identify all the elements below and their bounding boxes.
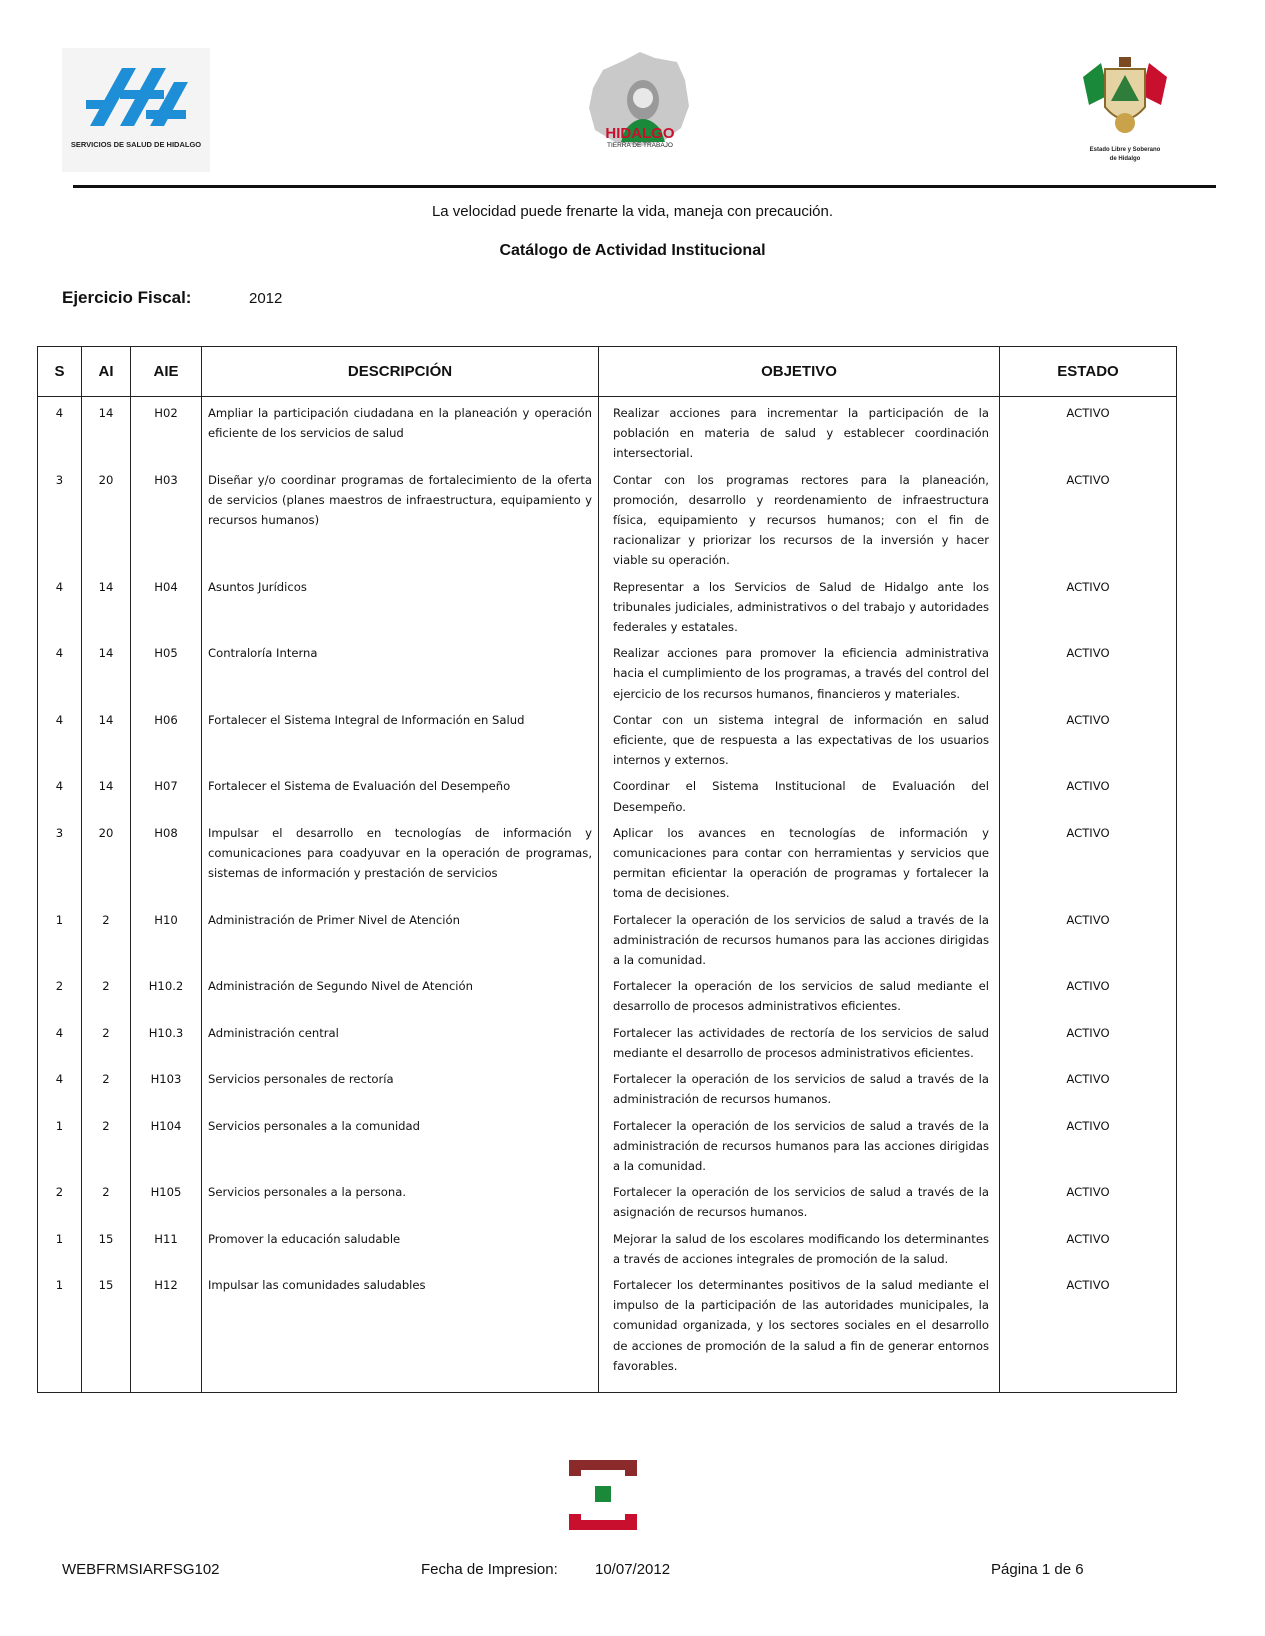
cell-ai: 2 xyxy=(82,1110,131,1177)
table-header-row xyxy=(38,347,1177,397)
cell-aie: H10.3 xyxy=(131,1017,202,1063)
cell-descripcion: Promover la educación saludable xyxy=(202,1223,599,1269)
hidalgo-logo xyxy=(585,50,695,165)
print-date-value: 10/07/2012 xyxy=(595,1561,671,1578)
cell-objetivo: Fortalecer la operación de los servicios de salud a través de la asignación de recursos humanos. xyxy=(599,1176,1000,1222)
cell-descripcion: Servicios personales a la comunidad xyxy=(202,1110,599,1177)
cell-descripcion: Fortalecer el Sistema de Evaluación del Desempeño xyxy=(202,770,599,816)
cell-ai: 20 xyxy=(82,464,131,571)
cell-aie: H05 xyxy=(131,637,202,704)
cell-aie: H103 xyxy=(131,1063,202,1109)
cell-objetivo: Fortalecer la operación de los servicios de salud a través de la administración de recursos humanos. xyxy=(599,1063,1000,1109)
cell-s: 3 xyxy=(38,817,82,904)
footer-emblem xyxy=(565,1460,641,1530)
fiscal-year-label: Ejercicio Fiscal: xyxy=(62,288,192,307)
cell-estado: ACTIVO xyxy=(1000,1176,1177,1222)
cell-ai: 14 xyxy=(82,571,131,638)
cell-objetivo: Mejorar la salud de los escolares modificando los determinantes a través de acciones integrales de promoción de la salud. xyxy=(599,1223,1000,1269)
cell-ai: 2 xyxy=(82,1017,131,1063)
ssh-logo-caption: SERVICIOS DE SALUD DE HIDALGO xyxy=(70,140,202,149)
cell-s: 1 xyxy=(38,904,82,971)
cell-descripcion: Ampliar la participación ciudadana en la planeación y operación eficiente de los servicios de salud xyxy=(202,397,599,464)
form-code: WEBFRMSIARFSG102 xyxy=(62,1561,220,1578)
fiscal-year-value: 2012 xyxy=(249,290,283,307)
cell-aie: H12 xyxy=(131,1269,202,1393)
cell-ai: 2 xyxy=(82,1063,131,1109)
cell-descripcion: Fortalecer el Sistema Integral de Información en Salud xyxy=(202,704,599,771)
cell-descripcion: Impulsar las comunidades saludables xyxy=(202,1269,599,1393)
cell-aie: H10.2 xyxy=(131,970,202,1016)
header-divider xyxy=(73,185,1216,188)
cell-objetivo: Fortalecer la operación de los servicios de salud a través de la administración de recursos humanos para las acciones dirigidas a la comunidad. xyxy=(599,1110,1000,1177)
cell-descripcion: Administración de Segundo Nivel de Atención xyxy=(202,970,599,1016)
ssh-logo xyxy=(62,48,210,172)
cell-descripcion: Administración central xyxy=(202,1017,599,1063)
cell-estado: ACTIVO xyxy=(1000,1110,1177,1177)
cell-aie: H07 xyxy=(131,770,202,816)
table-row xyxy=(38,1063,1177,1109)
table-row xyxy=(38,1110,1177,1177)
cell-aie: H06 xyxy=(131,704,202,771)
table-row xyxy=(38,1223,1177,1269)
table-row xyxy=(38,1269,1177,1393)
cell-estado: ACTIVO xyxy=(1000,464,1177,571)
table-row xyxy=(38,1017,1177,1063)
cell-s: 1 xyxy=(38,1269,82,1393)
cell-ai: 15 xyxy=(82,1223,131,1269)
cell-ai: 14 xyxy=(82,704,131,771)
estado-caption-line1: Estado Libre y Soberano xyxy=(1089,147,1161,153)
header-s: S xyxy=(38,347,82,397)
cell-aie: H105 xyxy=(131,1176,202,1222)
table-row xyxy=(38,970,1177,1016)
cell-ai: 2 xyxy=(82,904,131,971)
footer-emblem-icon xyxy=(565,1460,641,1530)
cell-estado: ACTIVO xyxy=(1000,770,1177,816)
cell-descripcion: Contraloría Interna xyxy=(202,637,599,704)
table-row xyxy=(38,637,1177,704)
cell-aie: H03 xyxy=(131,464,202,571)
cell-aie: H02 xyxy=(131,397,202,464)
table-row xyxy=(38,1176,1177,1222)
cell-estado: ACTIVO xyxy=(1000,817,1177,904)
cell-objetivo: Coordinar el Sistema Institucional de Evaluación del Desempeño. xyxy=(599,770,1000,816)
cell-s: 1 xyxy=(38,1223,82,1269)
cell-descripcion: Diseñar y/o coordinar programas de fortalecimiento de la oferta de servicios (planes maestros de infraestructura, equipamiento y recursos humanos) xyxy=(202,464,599,571)
cell-objetivo: Fortalecer la operación de los servicios de salud mediante el desarrollo de procesos administrativos eficientes. xyxy=(599,970,1000,1016)
cell-aie: H11 xyxy=(131,1223,202,1269)
cell-s: 4 xyxy=(38,770,82,816)
cell-s: 2 xyxy=(38,970,82,1016)
cell-ai: 20 xyxy=(82,817,131,904)
cell-ai: 2 xyxy=(82,970,131,1016)
cell-s: 4 xyxy=(38,1063,82,1109)
table-row xyxy=(38,464,1177,571)
cell-s: 4 xyxy=(38,1017,82,1063)
cell-ai: 15 xyxy=(82,1269,131,1393)
cell-ai: 2 xyxy=(82,1176,131,1222)
cell-objetivo: Contar con los programas rectores para la planeación, promoción, desarrollo y reordenamiento de infraestructura física, equipamiento y recursos humanos; con el fin de racionalizar y priorizar los recursos de la inversión y hacer viable su operación. xyxy=(599,464,1000,571)
cell-s: 3 xyxy=(38,464,82,571)
cell-descripcion: Servicios personales de rectoría xyxy=(202,1063,599,1109)
cell-estado: ACTIVO xyxy=(1000,1063,1177,1109)
cell-estado: ACTIVO xyxy=(1000,571,1177,638)
header-descripcion: DESCRIPCIÓN xyxy=(202,347,599,397)
cell-objetivo: Contar con un sistema integral de información en salud eficiente, que de respuesta a las expectativas de los usuarios internos y externos. xyxy=(599,704,1000,771)
document-title: Catálogo de Actividad Institucional xyxy=(499,242,766,259)
cell-s: 1 xyxy=(38,1110,82,1177)
cell-objetivo: Realizar acciones para promover la eficiencia administrativa hacia el cumplimiento de los programas, a través del control del ejercicio de los recursos humanos, financieros y materiales. xyxy=(599,637,1000,704)
cell-s: 4 xyxy=(38,397,82,464)
hidalgo-logo-subtext: TIERRA DE TRABAJO xyxy=(607,142,673,149)
cell-estado: ACTIVO xyxy=(1000,397,1177,464)
cell-s: 2 xyxy=(38,1176,82,1222)
cell-objetivo: Fortalecer las actividades de rectoría de los servicios de salud mediante el desarrollo de procesos administrativos eficientes. xyxy=(599,1017,1000,1063)
cell-aie: H04 xyxy=(131,571,202,638)
cell-estado: ACTIVO xyxy=(1000,1223,1177,1269)
table-row xyxy=(38,571,1177,638)
cell-objetivo: Fortalecer los determinantes positivos de la salud mediante el impulso de la participación de las autoridades municipales, la comunidad organizada, y los sectores sociales en el desarrollo de acciones de promoción de la salud a fin de generar entornos favorables. xyxy=(599,1269,1000,1393)
cell-ai: 14 xyxy=(82,770,131,816)
cell-s: 4 xyxy=(38,637,82,704)
cell-objetivo: Fortalecer la operación de los servicios de salud a través de la administración de recursos humanos para las acciones dirigidas a la comunidad. xyxy=(599,904,1000,971)
cell-estado: ACTIVO xyxy=(1000,970,1177,1016)
cell-descripcion: Administración de Primer Nivel de Atención xyxy=(202,904,599,971)
cell-estado: ACTIVO xyxy=(1000,637,1177,704)
coat-of-arms-icon xyxy=(1075,55,1175,145)
cell-descripcion: Asuntos Jurídicos xyxy=(202,571,599,638)
hidalgo-logo-text: HIDALGO xyxy=(605,125,675,142)
cell-ai: 14 xyxy=(82,637,131,704)
header-objetivo: OBJETIVO xyxy=(599,347,1000,397)
header-aie: AIE xyxy=(131,347,202,397)
table-row xyxy=(38,817,1177,904)
cell-estado: ACTIVO xyxy=(1000,1017,1177,1063)
cell-objetivo: Representar a los Servicios de Salud de Hidalgo ante los tribunales judiciales, administrativos o del trabajo y autoridades federales y estatales. xyxy=(599,571,1000,638)
cell-descripcion: Impulsar el desarrollo en tecnologías de información y comunicaciones para coadyuvar en la operación de programas, sistemas de información y prestación de servicios xyxy=(202,817,599,904)
cell-aie: H104 xyxy=(131,1110,202,1177)
print-date-label: Fecha de Impresion: xyxy=(421,1561,558,1578)
cell-s: 4 xyxy=(38,704,82,771)
cell-s: 4 xyxy=(38,571,82,638)
table-row xyxy=(38,704,1177,771)
cell-aie: H08 xyxy=(131,817,202,904)
table-row xyxy=(38,770,1177,816)
table-row xyxy=(38,904,1177,971)
header-ai: AI xyxy=(82,347,131,397)
slogan: La velocidad puede frenarte la vida, maneja con precaución. xyxy=(431,203,834,220)
cell-estado: ACTIVO xyxy=(1000,704,1177,771)
page-number: Página 1 de 6 xyxy=(991,1561,1084,1578)
ssh-emblem-icon xyxy=(62,48,210,172)
cell-estado: ACTIVO xyxy=(1000,904,1177,971)
cell-estado: ACTIVO xyxy=(1000,1269,1177,1393)
cell-descripcion: Servicios personales a la persona. xyxy=(202,1176,599,1222)
cell-aie: H10 xyxy=(131,904,202,971)
table-row xyxy=(38,397,1177,464)
header-estado: ESTADO xyxy=(1000,347,1177,397)
cell-ai: 14 xyxy=(82,397,131,464)
estado-hidalgo-coat-of-arms xyxy=(1075,55,1175,170)
cell-objetivo: Aplicar los avances en tecnologías de información y comunicaciones para contar con herramientas y servicios que permitan eficientar la operación de programas y fortalecer la toma de decisiones. xyxy=(599,817,1000,904)
estado-caption-line2: de Hidalgo xyxy=(1109,156,1141,162)
activity-catalog-table xyxy=(37,346,1177,1393)
cell-objetivo: Realizar acciones para incrementar la participación de la población en materia de salud y establecer coordinación intersectorial. xyxy=(599,397,1000,464)
